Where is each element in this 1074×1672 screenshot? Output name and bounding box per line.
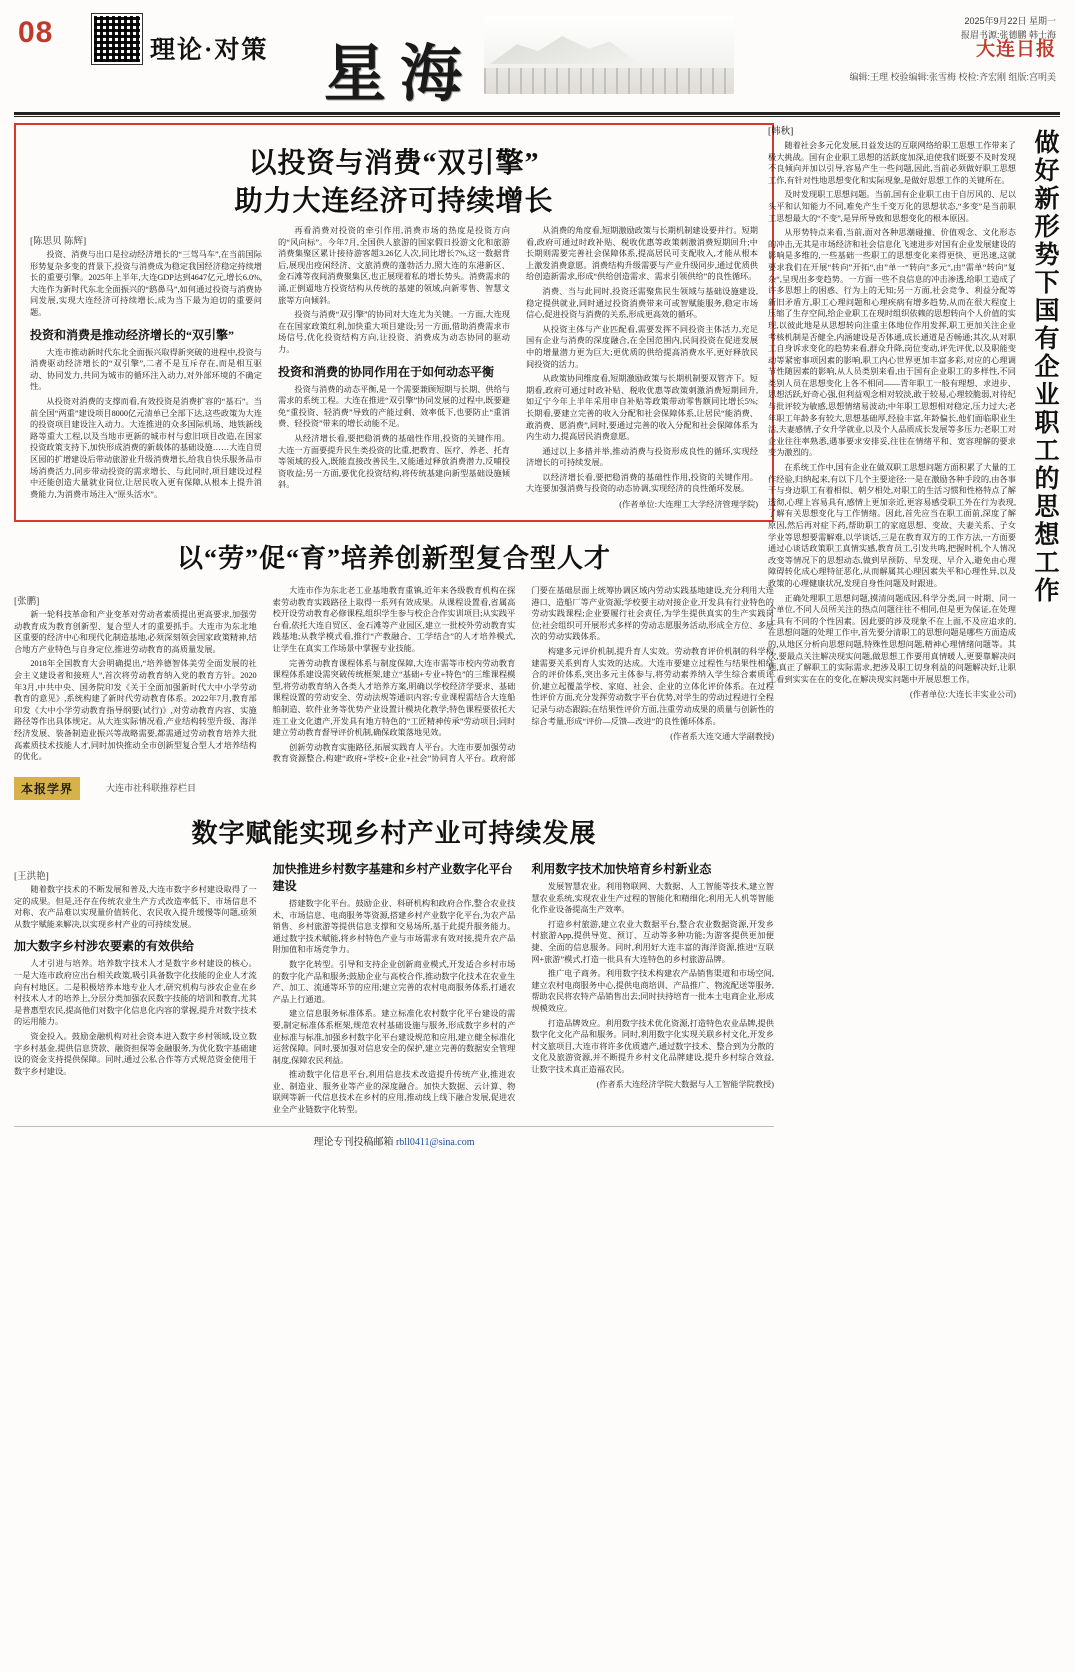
paragraph: 通过以上多措并举,推动消费与投资形成良性的循环,实现经济增长的可持续发展。	[526, 446, 758, 468]
right-column-headline: 做好新形势下国有企业职工的思想工作	[1031, 129, 1058, 605]
right-column-byline: [韩秋]	[768, 127, 794, 137]
paragraph: 建立信息服务标准体系。建立标准化农村数字化平台建设的需要,制定标准体系框架,规范农村基础设施与服务,形成数字乡村的产业标准与标准,加强乡村数字化平台建设规范和应用,建立健全标准化运营保障。同时,要加强对信息安全的保护,建立完善的数据安全管理制度,保障农民利益。	[272, 1009, 516, 1065]
paragraph: 投资、消费与出口是拉动经济增长的“三驾马车”,在当前国际形势复杂多变的背景下,投资与消费成为稳定我国经济稳定持续增长的重要引擎。2025年上半年,大连GDP达到4647亿元,增长6.0%,大连作为新时代东北全面振兴的“鸱鼻马”,如何通过投资与消费协同发展,实现大连经济可持续增长,成为当下最为迫切的重要问题。	[30, 250, 262, 317]
section-title: 理论·对策	[150, 37, 269, 64]
article-labor-education	[14, 538, 774, 765]
article3-signature: (作者系大连经济学院大数据与人工智能学院教授)	[596, 1080, 774, 1090]
paragraph: 人才引进与培养。培养数字技术人才是数字乡村建设的核心。一是大连市政府应出台相关政策,吸引具备数字化技能的企业人才流向有村地区。二是积极培养本地专业人才,研究机构与涉农企业在乡村技术人才的培养上,分层分类加强农民数字技能的培训和教育,尤其是普惠型农民,提高他们对数字化信息化内容的掌握,提升对数字技术的运用能力。	[14, 959, 257, 1027]
article3-body	[14, 860, 774, 1116]
lead-body	[30, 225, 758, 510]
article3-subhead-1: 加大数字乡村涉农要素的有效供给	[14, 939, 195, 954]
column-tag-note: 大连市社科联推荐栏目	[106, 782, 197, 793]
article3-subhead-3: 利用数字技术加快培育乡村新业态	[531, 861, 712, 876]
masthead	[14, 8, 1060, 117]
paragraph: 消费、当与此同时,投资还需聚焦民生领域与基础设施建设,稳定提供就业,同时通过投资消费带来可或智赋能服务,稳定市场信心,促进投资与消费的关系,形成更高效的循环。	[526, 286, 758, 320]
paragraph: 再看消费对投资的牵引作用,消费市场的热度是投资方向的“风向标”。今年7月,全国供人旅游的国家假日投游文化和旅游消费集聚区累计接待游客超3.26亿人次,同比增长7%,这一数据背后,展现出疫闲经济、文旅消费的蓬勃活力,照大连的东港新区、金石滩等夜间消费聚集区,也正展现着私的增长势头。消费需求的涌,正倒逼地方投资结构从传统的基建的领域,向新零售、智慧文旅等方向倾斜。	[278, 226, 510, 305]
article-digital-village	[14, 779, 774, 1116]
main-column	[14, 123, 774, 1148]
right-column-body	[768, 123, 1016, 700]
paragraph: 从消费的角度看,短期激励政策与长期机制建设要并行。短期看,政府可通过时政补贴、税收优惠等政策刺激消费短期回升;中长期则需要完善社会保障体系,提高居民可支配收入,才能从根本上激发消费意愿。消费结构升级需要与产业升级同步,通过优质供给创造新需求,形成“供给创造需求、需求引领供给”的良性循环。	[526, 226, 758, 282]
submission-label: 理论专刊投稿邮箱	[313, 1136, 394, 1148]
paragraph: 大连市推动新时代东北全面振兴取得新突破的进程中,投资与消费驱动经济增长的“双引擎”,二者不是互斥存在,而是相互驱动、协同发力,共同为城市的循环注入动力,对外部环境的不确定性。	[30, 347, 262, 392]
paragraph: 推动数字化信息平台,利用信息技术改造提升传统产业,推进农业、制造业、服务业等产业的深度融合。加快大数据、云计算、物联网等新一代信息技术在乡村的应用,推动线上线下融合发展,促进农业全产业链数字化转型。	[272, 1070, 516, 1115]
article3-subhead-2: 加快推进乡村数字基建和乡村产业数字化平台建设	[272, 861, 513, 893]
paragraph: 数字化转型。引导和支持企业创新商业模式,开发适合乡村市场的数字化产品和服务;鼓励企业与高校合作,推动数字化技术在农业生产、加工、流通等环节的应用;建立完善的农村电商服务体系,打通农产品上行通道。	[272, 959, 516, 1004]
paragraph: 随着社会多元化发展,日益发达的互联网络给职工思想工作带来了极大挑战。国有企业职工思想的活跃度加深,迫使我们既要不及时发现不良倾向并加以引导,容易产生一些问题,因此,当前必须做好职工思想工作,有针对性地思想变化和实际现象,是做好思想工作的关键所在。	[768, 141, 1016, 185]
masthead-info	[960, 14, 1056, 60]
lead-headline	[30, 145, 758, 221]
page-number: 08	[18, 16, 54, 49]
paragraph: 搭建数字化平台。鼓励企业、科研机构和政府合作,整合农业技术、市场信息、电商服务等资源,搭建乡村产业数字化平台,为农产品销售、乡村旅游等提供信息支撑和交易场所,基于此提升服务能力。通过数字技术赋能,将乡村特色产业与市场需求有效对接,提升农产品附加值和市场竞争力。	[272, 898, 516, 955]
paragraph: 从政策协同维度看,短期激励政策与长期机制要双管齐下。短期看,政府可通过时政补贴、税收优惠等政策刺激消费短期回升,如辽宁今年上半年采用申自补贴等政策带动零售额同比增长5%;长期看,要建立完善的收入分配和社会保障体系,让居民“能消费、敢消费、愿消费”,同时,要通过完善的收入分配和社会保障体系为内生动力,提高居民消费意愿。	[526, 374, 758, 442]
masthead-credits: 编辑:王理 校验编辑:张雪梅 校检:齐宏刚 组版:宫明美	[849, 72, 1056, 82]
column-tag: 本报学界	[14, 777, 80, 800]
masthead-editor-line: 报眉书源:张德鹏 韩士海	[960, 30, 1056, 40]
paragraph: 以经济增长看,要把稳消费的基础性作用,投资的关键作用。大连要加强消费与投资的动态协调,实现经济的良性循环发展。	[526, 472, 758, 494]
paragraph: 创新劳动教育实施路径,拓展实践育人平台。大连市要加强劳动教育资源整合,构建“政府+学校+企业+社会”协同育人平台。政府部门要在基础层面上统筹协调区域内劳动实践基地建设,充分利用大连港口、造船厂等产业资源;学校要主动对接企业,开发具有行业特色的劳动实践课程;企业要履行社会责任,为学生提供真实的生产实践岗位;社会组织可开展形式多样的劳动志愿服务活动,形成全方位、多层次的劳动实践体系。	[272, 586, 774, 764]
submission-email[interactable]: rbll0411@sina.com	[395, 1136, 475, 1148]
masthead-divider	[14, 112, 1060, 115]
page-body	[14, 123, 1060, 1663]
paragraph: 发展智慧农业。利用物联网、大数据、人工智能等技术,建立智慧农业系统,实现农业生产过程的智能化和精细化;利用无人机等智能化作业设备提高生产效率。	[531, 881, 774, 915]
paragraph: 及时发现职工思想问题。当前,国有企业职工由于自厉风的、尼以头平和认知能力不同,难免产生千变万化的思想状态,“多变”是当前职工思想最大的“不变”,是异所导致和思想变化的根本原因。	[768, 190, 1016, 223]
article2-headline: 以“劳”促“育”培养创新型复合型人才	[176, 544, 611, 574]
paragraph: 从投资对消费的支撑而看,有效投资是消费扩容的“基石”。当前全国“两重”建设项目8000亿元清单已全部下达,这些政策为大连的投资项目建设注入动力。大连推进的众多国际机场、地铁新线路等重大工程,以及当地市更新的城市村与愈旧项目改造,在国家投资政策支持下,加快形成消费的新载体的基础设施……大连自贸区园的扩增建设后带动旅游业升级消费增长,给我自快乐服务品市场消费活力,同步带动投资的需求增长、与此同时,项目建设过程中还能创造大量就业岗位,让居民收入更有保障,从根本上提升消费能力,为消费市场注入“原头活水”。	[30, 396, 262, 499]
brand-name: 星海	[324, 41, 477, 109]
paragraph: 投资与消费的动态平衡,是一个需要兼顾短期与长期、供给与需求的系统工程。大连在推进“双引擎”协同发展的过程中,既要避免“重投资、轻消费”导致的产能过剩、效率低下,也要防止“重消费、轻投资”带来的增长动能不足。	[278, 384, 510, 429]
paragraph: 在系统工作中,国有企业在做双职工思想问题方面积累了大量的工作经验,归纳起来,有以下几个主要途径:一是在激励各种手段的,由各事干与身边职工有着相似、朝夕相处,对职工的生活习惯和性格特点了解透彻,心理上容易具有,感情上更加亲近,更容易感受职工外在行为表现,了解有关思想变化与工作情绪。因此,首先应当在职工面前,深度了解原因,然后再对症下药,帮助职工的家庭思想、变故、夫妻关系、子女学业等思想要需解难,以学谈话,三是在教育双方的工作方法,一方面要通过心谈话政策职工真情实感,教育员工,引发共鸣,把握时机,个人情况改变等情况下的思想动态,做到早预防、早发现、早介入,避免由心理障碍转化成心理特征恶化,从而解属其心理因素失平和心理性异,以及政策的心理健康状况,发现自身性问题及时跟进。	[768, 463, 1016, 588]
lead-headline-line1: 以投资与消费“双引擎”	[248, 148, 540, 179]
paragraph: 从经济增长看,要把稳消费的基础性作用,投资的关键作用。大连一方面要提升民生类投资的比重,把教育、医疗、养老、托育等领域的投入,既能直接改善民生,又能通过释放消费潜力,反哺投资收益;另一方面,要优化投资结构,将传统基建向新型基础设施倾斜。	[278, 433, 510, 490]
paragraph: 随着数字技术的不断发展和普及,大连市数字乡村建设取得了一定的成果。但是,还存在传统农业生产方式改造率低下、市场信息不对称、农产品难以实现量价值转化、农民收入提升缓慢等问题,亟须从数字赋能来解决,以实现乡村产业的可持续发展。	[14, 884, 257, 929]
article3-headline: 数字赋能实现乡村产业可持续发展	[191, 818, 597, 848]
article2-body	[14, 585, 774, 765]
paragraph: 大连市作为东北老工业基地教育重镇,近年来各级教育机构在探索劳动教育实践路径上取得一系列有效成果。从课程设置看,省属高校开设劳动教育必修课程,组织学生参与校企合作实训项目;从实践平台看,依托大连自贸区、金石滩等产业园区,建立一批校外劳动教育实践基地;从教学模式看,推行“产教融合、工学结合”的人才培养模式,让学生在真实工作场景中掌握专业技能。	[272, 586, 516, 654]
article2-signature: (作者系大连交通大学副教授)	[670, 732, 774, 742]
right-column-signature: (作者单位:大连长丰实业公司)	[910, 690, 1016, 700]
paragraph: 打造乡村旅游,建立农业大数据平台,整合农业数据资源,开发乡村旅游App,提供导览、预订、互动等多种功能;为游客提供更加便捷、全面的信息服务。同时,利用好大连丰富的海洋资源,推进“互联网+旅游”模式,打造一批具有大连特色的乡村旅游品牌。	[531, 919, 774, 964]
paragraph: 从投资主体与产业匹配看,需要发挥不同投资主体活力,充足国有企业与消费的深度融合,在全国范围内,民间投资在促进发展中的增量潜力更为巨大;更优质的供给提高消费水平,更好释放民间投资的活力。	[526, 324, 758, 369]
paragraph: 投资与消费“双引擎”的协同对大连尤为关键。一方面,大连现在在国家政策红利,加快重大项目建设;另一方面,借助消费需求市场信号,优化投资结构方向,让投资、消费成为动态协同的驱动力。	[278, 310, 510, 354]
paragraph: 新一轮科技革命和产业变革对劳动者素质提出更高要求,加强劳动教育成为教育创新型、复合型人才的重要抓手。大连市为东北地区重要的经济中心和现代化制造基地,必须深刻领会国家政策精神,结合地方产业特色与自身定位,推进劳动教育的高质量发展。	[14, 610, 257, 654]
lead-article	[14, 123, 774, 522]
article3-byline: [王洪艳]	[14, 871, 49, 882]
paragraph: 2018年全国教育大会明确提出,“培养德智体美劳全面发展的社会主义建设者和接班人”,首次将劳动教育纳入党的教育方针。2020年3月,中共中央、国务院印发《关于全面加强新时代大中小学劳动教育的意见》,系统构建了新时代劳动教育体系。2022年7月,教育部印发《大中小学劳动教育指导纲要(试行)》,对劳动教育内容、实施路径等作出具体规定。从大连实际情况看,产业结构转型升级、海洋经济发展、装备制造业振兴等战略需要,都需通过劳动教育培养大批高素质技术技能人才,同时加快推动全市创新型复合型人才培养结构的优化。	[14, 659, 257, 762]
paragraph: 打造品牌效应。利用数字技术优化资源,打造特色农业品牌,提供数字化文化产品和服务。同时,利用数字化实现关联乡村文化,开发乡村文旅项目,大连市将许多优质遗产,通过数字技术、整合到为分散的文化及旅游资源,并不断提升乡村文化品牌建设,提升乡村综合效益,让数字技术真正造福农民。	[531, 1018, 774, 1074]
paragraph: 资金投入。鼓励金融机构对社会资本进入数字乡村领域,设立数字乡村基金,提供信息贷款、融资担保等金融服务,为优化数字基础建设的资金支持提供保障。同时,通过公私合作等方式规范资金使用于数字乡村建设。	[14, 1031, 257, 1076]
right-column-article	[768, 123, 1060, 700]
submission-mail-bar	[14, 1126, 774, 1148]
lead-byline: [陈思贝 陈辉]	[30, 237, 87, 247]
paragraph: 从形势特点来看,当前,面对各种思潮碰撞、价值观念、文化形态的冲击,无其是市场经济和社会信息化飞速进步对国有企业发展建设的影响是多维的,一些基础一些职工的思想变化来得更快、更迅速,这就要求我们在开展“转向”开拓“,由”单一“转向”多元“,由”需单“转向”复杂“,呈现出多变趋势。一方面一些不良信息的冲击渗透,给职工造成了许多思想上的困惑、行为上的无知;另一方面,社会竞争、利益分配等新旧矛盾方,职工心理问题和心理疾病有增多趋势,从而在很大程度上压缩了生存空间,给企业职工在现时组织依赖的思想转向个人价值的实现,以彼此地是从思想转向注重主体地位作用发挥,职工更加关注企业考核机制是否健全,内涵建设是否体通,成长通道是否畅通;其次,从对职工自身诉求变化的趋势来看,群众升降,岗位变动,评先评优,以及职能变动等紧密事项因素的影响,职工内心世界更加丰富多彩,对应的心理调节性随因素的影响,从人员类别来看,由于国有企业职工的多样性,不同类别人员在思想变化上各不相同——青年职工一般有理想、求进步、思想活跃,好奇心强,但利益观念相对较淡,敢于较易,心理较脆弱,对待纪与批评较为敏感,思想情绪易波动;中年职工思想相对稳定,压力过大;老年职工年龄多有较大,思想基础厚,经验丰富,年龄偏长,他们面临职业生活,夫妻感情,子女升学就业,以及个人品质成长发展等多压力;老职工对企业往往率熟悉,遇事要求安排妥,往往在情绪平和、宽容理解的要求变为激烈的。	[768, 228, 1016, 458]
paragraph: 完善劳动教育课程体系与制度保障,大连市需等市校内劳动教育课程体系建设需突破传统框架,建立“基础+专业+特色”的三维课程模型,将劳动教育纳入各类人才培养方案,明确以学校经济学要求、基础课程设置的劳动安全、劳动法规等通识内容;专业课程需结合大连船舶制造、软件业务等优势产业设置计模块化教学;特色课程要依托大连工业文化遗产,开发具有地方特色的“工匠精神传承”劳动项目;同时建立劳动教育督导评价机制,确保政策落地见效。	[272, 658, 516, 738]
paragraph: 推广电子商务。利用数字技术构建农产品销售渠道和市场空间,建立农村电商服务中心,提供电商培训、产品推广、物流配送等服务,帮助农民将农特产品销售出去;同时扶持培育一批本土电商企业,形成规模效应。	[531, 969, 774, 1013]
brand-banner	[314, 8, 734, 112]
publish-date: 2025年9月22日 星期一	[964, 16, 1056, 26]
paragraph: 构建多元评价机制,提升育人实效。劳动教育评价机制的科学构建需要关系到育人实效的达成。大连市要建立过程性与结果性相结合的评价体系,突出多元主体参与,将劳动素养纳入学生综合素质评价,建立起覆盖学校、家庭、社会、企业的立体化评价体系。在过程性评价方面,充分发挥劳动数字平台优势,对学生的劳动过程进行全程记录与动态跟踪;在结果性评价方面,注重劳动成果的质量与创新性的综合考量,形成“评价—反馈—改进”的良性循环体系。	[531, 647, 774, 726]
article2-byline: [张鹏]	[14, 597, 40, 608]
lead-subhead-1: 投资和消费是推动经济增长的“双引擎”	[30, 327, 235, 342]
qr-code-icon[interactable]	[92, 14, 142, 64]
brand-illustration	[484, 16, 734, 94]
lead-headline-line2: 助力大连经济可持续增长	[234, 186, 554, 217]
paper-name: 大连日报	[975, 38, 1056, 60]
lead-signature: (作者单位:大连理工大学经济管理学院)	[619, 500, 758, 510]
paragraph: 正确处理职工思想问题,摸清问题成因,科学分类,同一时期、同一个单位,不同人员所关注的热点问题往往不相同,但是更为保证,在处理上具有不同的个性因素。因此要的涉及现象不在上面,不及应追求的,在思想问题的处理工作中,首先要分清职工的思想问题是哪些方面造成的,从地区分析向思想问题,特殊性思想问题,精神心理情绪问题等。其次,要最点关注解决现实问题,做思想工作要用真情暖人,更要靠解决问题,真正了解职工的实际需求,把涉及职工切身利益的问题解决好,让职工看到实实在在的变化,在解决现实问题中开展思想工作。	[768, 593, 1016, 684]
lead-subhead-2: 投资和消费的协同作用在于如何动态平衡	[278, 364, 495, 379]
